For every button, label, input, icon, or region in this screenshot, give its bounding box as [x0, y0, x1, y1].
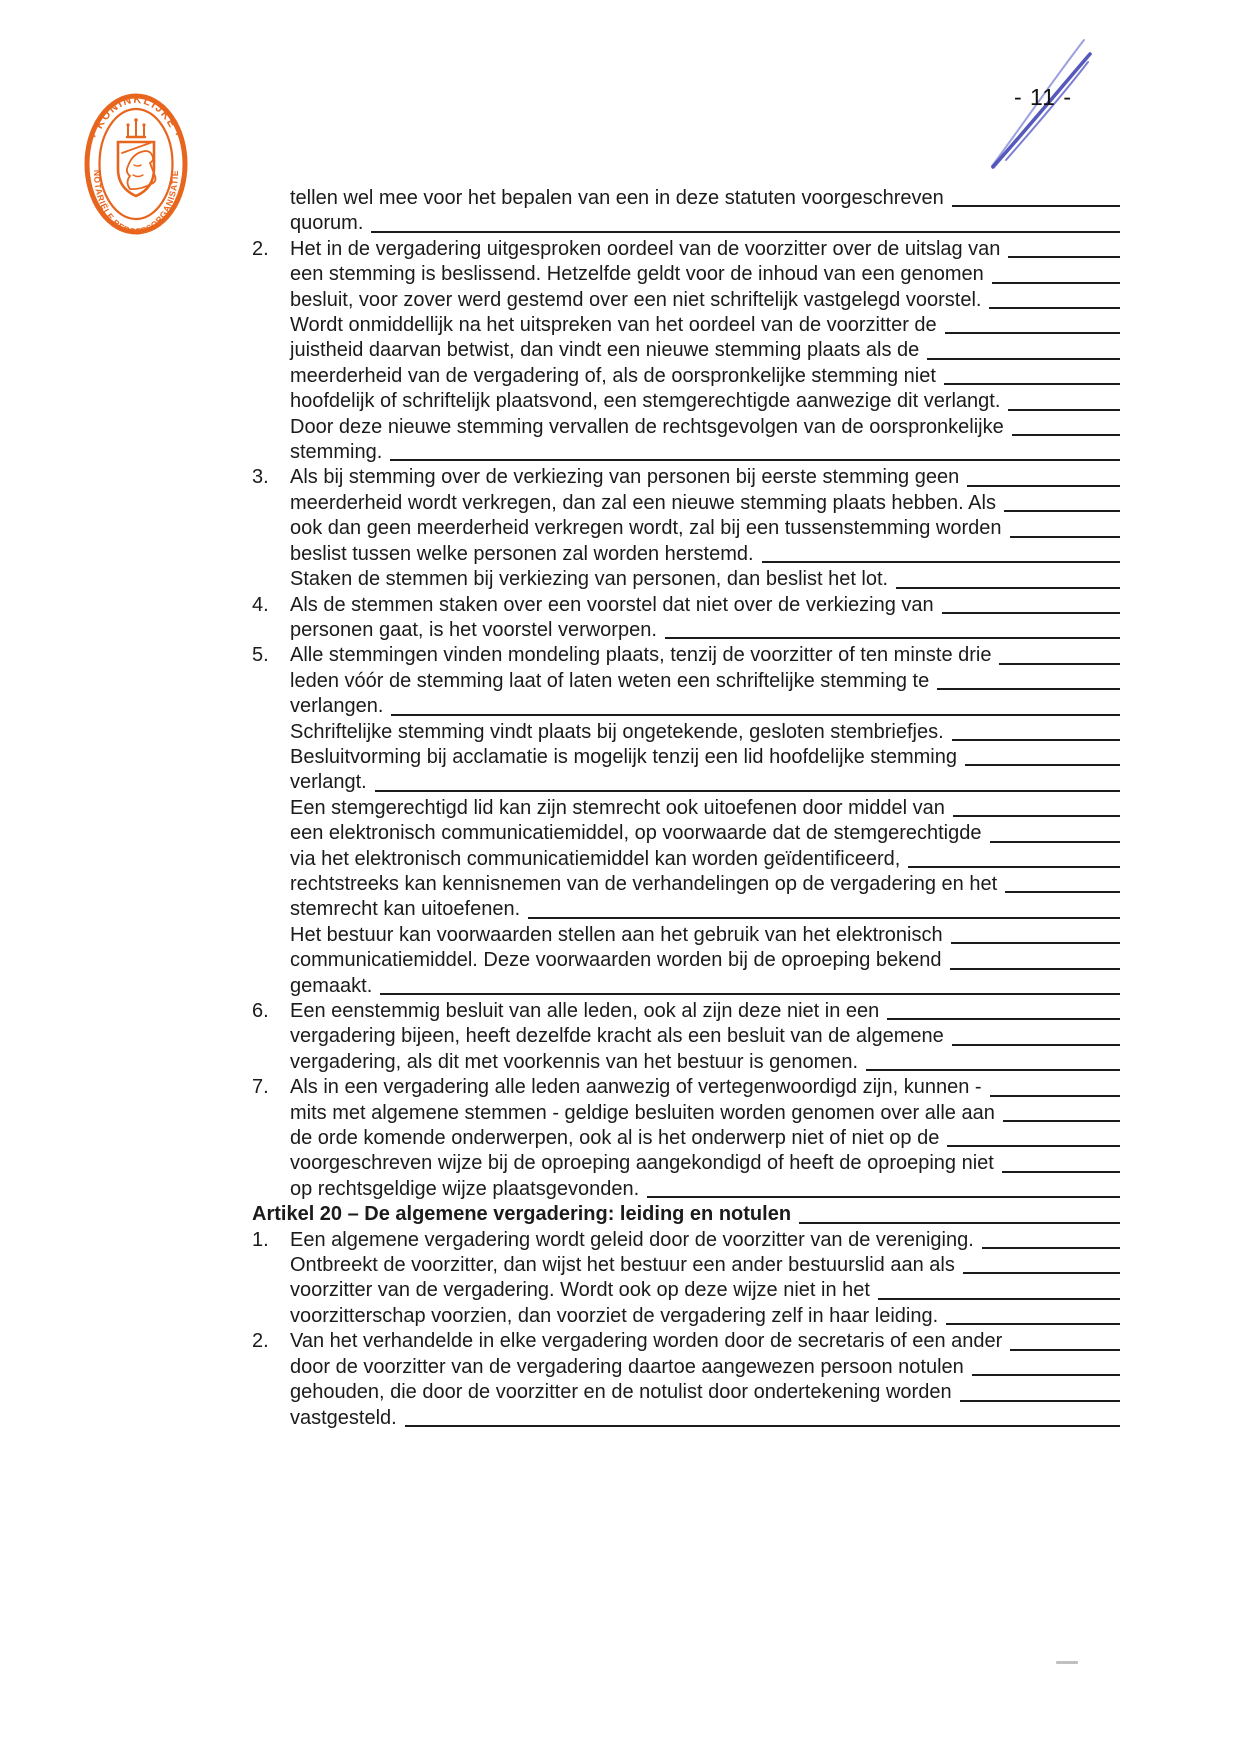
- line-fill-rule: [799, 1222, 1120, 1224]
- line-text: vergadering, als dit met voorkennis van het bestuur is genomen.: [290, 1050, 859, 1073]
- line-text: mits met algemene stemmen - geldige besluiten worden genomen over alle aan: [290, 1101, 995, 1124]
- line-fill-rule: [953, 815, 1120, 817]
- line-fill-rule: [908, 866, 1120, 868]
- line-text: beslist tussen welke personen zal worden herstemd.: [290, 542, 754, 565]
- line-text: Het in de vergadering uitgesproken oordeel van de voorzitter over de uitslag van: [290, 237, 1001, 260]
- text-line: [290, 872, 1120, 897]
- text-line: [290, 262, 1120, 287]
- line-text: gemaakt.: [290, 974, 373, 997]
- text-line: [290, 720, 1120, 745]
- line-fill-rule: [950, 968, 1121, 970]
- line-text: Artikel 20 – De algemene vergadering: leiding en notulen: [252, 1203, 792, 1226]
- text-line: [290, 516, 1120, 541]
- line-text: een elektronisch communicatiemiddel, op voorwaarde dat de stemgerechtigde: [290, 822, 982, 845]
- text-line: [290, 313, 1120, 338]
- line-fill-rule: [878, 1298, 1120, 1300]
- numbered-item: [252, 1075, 1120, 1202]
- line-text: Een eenstemmig besluit van alle leden, ook al zijn deze niet in een: [290, 1000, 880, 1022]
- line-fill-rule: [887, 1018, 1120, 1020]
- line-text: vergadering bijeen, heeft dezelfde kracht als een besluit van de algemene: [290, 1025, 944, 1048]
- text-line: [290, 669, 1120, 694]
- text-line: [290, 211, 1120, 236]
- line-fill-rule: [999, 663, 1120, 665]
- item-lines: [290, 1228, 1120, 1330]
- line-text: verlangen.: [290, 695, 384, 718]
- line-fill-rule: [952, 205, 1120, 207]
- line-text: voorzitterschap voorzien, dan voorziet de vergadering zelf in haar leiding.: [290, 1304, 939, 1327]
- item-number: 4.: [252, 593, 269, 616]
- line-text: een stemming is beslissend. Hetzelfde geldt voor de inhoud van een genomen: [290, 263, 984, 286]
- text-line: [290, 948, 1120, 973]
- item-lines: [252, 1202, 1120, 1227]
- line-text: Een algemene vergadering wordt geleid door de voorzitter van de vereniging.: [290, 1228, 974, 1251]
- text-line: [290, 770, 1120, 795]
- line-text: Als de stemmen staken over een voorstel dat niet over de verkiezing van: [290, 593, 934, 616]
- text-line: [290, 1024, 1120, 1049]
- text-line: [290, 186, 1120, 211]
- scan-artifact-dash: [1056, 1661, 1078, 1664]
- line-fill-rule: [990, 1095, 1120, 1097]
- line-fill-rule: [1003, 1120, 1120, 1122]
- text-line: [290, 1126, 1120, 1151]
- line-text: Het bestuur kan voorwaarden stellen aan het gebruik van het elektronisch: [290, 923, 943, 946]
- text-line: [290, 237, 1120, 262]
- line-text: tellen wel mee voor het bepalen van een in deze statuten voorgeschreven: [290, 187, 944, 209]
- text-line: [290, 694, 1120, 719]
- line-fill-rule: [391, 714, 1120, 716]
- line-fill-rule: [665, 637, 1120, 639]
- text-line: [290, 821, 1120, 846]
- text-line: [290, 1101, 1120, 1126]
- numbered-item: [252, 999, 1120, 1075]
- item-lines: [290, 1075, 1120, 1202]
- text-line: [290, 1406, 1120, 1431]
- line-fill-rule: [951, 942, 1120, 944]
- line-text: Door deze nieuwe stemming vervallen de rechtsgevolgen van de oorspronkelijke: [290, 415, 1004, 438]
- text-line: [290, 796, 1120, 821]
- text-line: [290, 745, 1120, 770]
- line-text: vastgesteld.: [290, 1406, 397, 1429]
- numbered-item: [252, 1228, 1120, 1330]
- item-number: 2.: [252, 1330, 269, 1353]
- line-fill-rule: [390, 459, 1120, 461]
- text-line: [290, 465, 1120, 490]
- item-number: 7.: [252, 1076, 269, 1099]
- line-fill-rule: [989, 307, 1120, 309]
- text-line: [290, 643, 1120, 668]
- item-number: 1.: [252, 1228, 269, 1251]
- text-line: [290, 1253, 1120, 1278]
- item-lines: [290, 643, 1120, 999]
- text-line: [252, 1202, 1120, 1227]
- item-lines: [290, 593, 1120, 644]
- line-fill-rule: [972, 1374, 1120, 1376]
- numbered-item: [252, 465, 1120, 592]
- line-fill-rule: [380, 993, 1120, 995]
- line-text: Wordt onmiddellijk na het uitspreken van het oordeel van de voorzitter de: [290, 314, 937, 337]
- text-line: [290, 389, 1120, 414]
- line-text: besluit, voor zover werd gestemd over een niet schriftelijk vastgelegd voorstel.: [290, 288, 982, 311]
- text-line: [290, 1278, 1120, 1303]
- text-line: [290, 415, 1120, 440]
- text-line: [290, 1177, 1120, 1202]
- line-text: meerderheid wordt verkregen, dan zal een nieuwe stemming plaats hebben. Als: [290, 491, 996, 514]
- line-fill-rule: [528, 917, 1120, 919]
- line-fill-rule: [647, 1196, 1120, 1198]
- line-text: communicatiemiddel. Deze voorwaarden worden bij de oproeping bekend: [290, 949, 942, 972]
- line-text: op rechtsgeldige wijze plaatsgevonden.: [290, 1177, 640, 1200]
- text-line: [290, 974, 1120, 999]
- text-line: [290, 593, 1120, 618]
- line-text: quorum.: [290, 212, 364, 235]
- text-line: [290, 1151, 1120, 1176]
- line-fill-rule: [866, 1069, 1120, 1071]
- item-number: [252, 186, 290, 237]
- line-fill-rule: [937, 688, 1120, 690]
- item-number: 3.: [252, 466, 269, 489]
- text-line: [290, 923, 1120, 948]
- line-fill-rule: [967, 485, 1120, 487]
- line-fill-rule: [992, 282, 1120, 284]
- item-number: 6.: [252, 1000, 269, 1022]
- line-text: voorzitter van de vergadering. Wordt ook op deze wijze niet in het: [290, 1279, 870, 1302]
- line-fill-rule: [947, 1145, 1120, 1147]
- text-line: [290, 1228, 1120, 1253]
- text-line: [290, 491, 1120, 516]
- line-fill-rule: [1012, 434, 1120, 436]
- coat-of-arms-icon: [118, 118, 156, 196]
- line-text: personen gaat, is het voorstel verworpen.: [290, 618, 657, 641]
- text-line: [290, 1304, 1120, 1329]
- item-number: 2.: [252, 237, 269, 260]
- text-line: [290, 338, 1120, 363]
- item-lines: [290, 1329, 1120, 1431]
- text-line: [290, 288, 1120, 313]
- line-text: door de voorzitter van de vergadering daartoe aangewezen persoon notulen: [290, 1355, 964, 1378]
- line-text: Staken de stemmen bij verkiezing van personen, dan beslist het lot.: [290, 568, 889, 591]
- article-heading: [252, 1202, 1120, 1227]
- line-text: ook dan geen meerderheid verkregen wordt, zal bij een tussenstemming worden: [290, 517, 1002, 540]
- text-line: [290, 847, 1120, 872]
- line-fill-rule: [1010, 536, 1120, 538]
- line-fill-rule: [944, 383, 1120, 385]
- line-fill-rule: [952, 1044, 1120, 1046]
- line-fill-rule: [375, 790, 1120, 792]
- line-text: stemming.: [290, 441, 383, 464]
- line-fill-rule: [1010, 1349, 1120, 1351]
- line-fill-rule: [942, 612, 1120, 614]
- line-fill-rule: [952, 739, 1120, 741]
- item-lines: [290, 186, 1120, 237]
- text-line: [290, 542, 1120, 567]
- line-text: leden vóór de stemming laat of laten weten een schriftelijke stemming te: [290, 669, 930, 692]
- text-line: [290, 999, 1120, 1024]
- line-text: meerderheid van de vergadering of, als de oorspronkelijke stemming niet: [290, 364, 936, 387]
- line-fill-rule: [1004, 510, 1120, 512]
- line-text: hoofdelijk of schriftelijk plaatsvond, een stemgerechtigde aanwezige dit verlangt.: [290, 390, 1001, 413]
- line-text: voorgeschreven wijze bij de oproeping aangekondigd of heeft de oproeping niet: [290, 1152, 994, 1175]
- line-text: via het elektronisch communicatiemiddel kan worden geïdentificeerd,: [290, 847, 901, 870]
- line-text: Alle stemmingen vinden mondeling plaats, tenzij de voorzitter of ten minste drie: [290, 644, 992, 667]
- line-text: Als bij stemming over de verkiezing van personen bij eerste stemming geen: [290, 466, 960, 489]
- knb-logo: [84, 93, 188, 235]
- text-line: [290, 1355, 1120, 1380]
- line-fill-rule: [982, 1247, 1120, 1249]
- line-fill-rule: [1005, 891, 1120, 893]
- text-line: [290, 618, 1120, 643]
- line-text: rechtstreeks kan kennisnemen van de verhandelingen op de vergadering en het: [290, 872, 998, 895]
- item-lines: [290, 999, 1120, 1075]
- text-line: [290, 1329, 1120, 1354]
- line-fill-rule: [946, 1323, 1120, 1325]
- line-fill-rule: [927, 358, 1120, 360]
- line-fill-rule: [990, 841, 1121, 843]
- document-body: [252, 186, 1120, 1431]
- line-text: gehouden, die door de voorzitter en de notulist door ondertekening worden: [290, 1381, 952, 1404]
- line-fill-rule: [1008, 409, 1120, 411]
- line-fill-rule: [963, 1272, 1120, 1274]
- logo-ring-text-bottom: NOTARIËLE BEROEPSORGANISATIE: [91, 169, 181, 235]
- line-text: Ontbreekt de voorzitter, dan wijst het bestuur een ander bestuurslid aan als: [290, 1254, 955, 1277]
- line-fill-rule: [960, 1400, 1120, 1402]
- text-line: [290, 1075, 1120, 1100]
- line-text: Schriftelijke stemming vindt plaats bij ongetekende, gesloten stembriefjes.: [290, 720, 944, 743]
- line-fill-rule: [896, 587, 1120, 589]
- line-text: Besluitvorming bij acclamatie is mogelijk tenzij een lid hoofdelijke stemming: [290, 745, 957, 768]
- line-fill-rule: [371, 231, 1120, 233]
- text-line: [290, 567, 1120, 592]
- line-text: Als in een vergadering alle leden aanwezig of vertegenwoordigd zijn, kunnen -: [290, 1076, 982, 1099]
- line-text: de orde komende onderwerpen, ook al is het onderwerp niet of niet op de: [290, 1127, 940, 1150]
- line-text: juistheid daarvan betwist, dan vindt een nieuwe stemming plaats als de: [290, 339, 920, 362]
- line-text: verlangt.: [290, 771, 367, 794]
- item-lines: [290, 465, 1120, 592]
- line-fill-rule: [1008, 256, 1120, 258]
- numbered-item: [252, 643, 1120, 999]
- line-text: stemrecht kan uitoefenen.: [290, 898, 521, 921]
- line-fill-rule: [1002, 1171, 1120, 1173]
- line-fill-rule: [762, 561, 1120, 563]
- text-line: [290, 1380, 1120, 1405]
- item-lines: [290, 237, 1120, 466]
- text-line: [290, 440, 1120, 465]
- line-text: Een stemgerechtigd lid kan zijn stemrecht ook uitoefenen door middel van: [290, 796, 945, 819]
- text-line: [290, 897, 1120, 922]
- page-number: - 11 -: [1014, 84, 1072, 110]
- line-text: Van het verhandelde in elke vergadering worden door de secretaris of een ander: [290, 1330, 1003, 1353]
- logo-ring-text-top: · KONINKLIJKE ·: [89, 93, 183, 140]
- text-line: [290, 364, 1120, 389]
- numbered-item: [252, 237, 1120, 466]
- paragraph-continuation: [252, 186, 1120, 237]
- line-fill-rule: [945, 332, 1120, 334]
- line-fill-rule: [405, 1425, 1120, 1427]
- item-number: 5.: [252, 644, 269, 667]
- numbered-item: [252, 593, 1120, 644]
- line-fill-rule: [965, 764, 1120, 766]
- numbered-item: [252, 1329, 1120, 1431]
- text-line: [290, 1050, 1120, 1075]
